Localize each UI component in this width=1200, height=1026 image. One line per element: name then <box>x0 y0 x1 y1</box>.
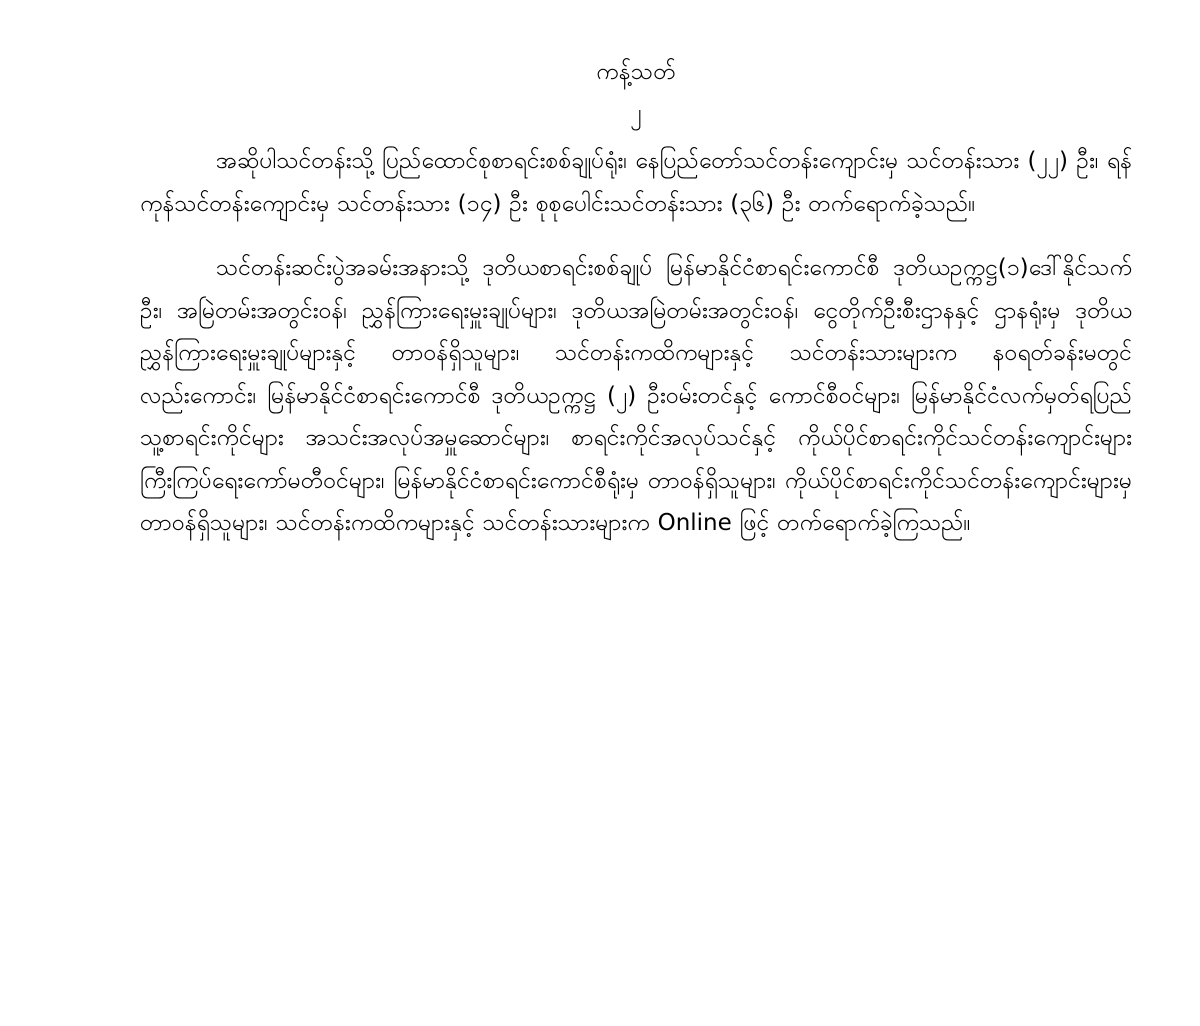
paragraph-1: အဆိုပါသင်တန်းသို့ ပြည်ထောင်စုစာရင်းစစ်ချုပ်ရုံး၊ နေပြည်တော်သင်တန်းကျောင်းမှ သင်တန်းသား (၂၂) ဦး၊ ရန်ကုန်သင်တန်းကျောင်းမှ သင်တန်းသား (၁၄) ဦး စုစုပေါင်းသင်တန်းသား (၃၆) ဦး တက်ရောက်ခဲ့သည်။ <box>140 148 1132 217</box>
page-title: ကန့်သတ် <box>596 59 676 85</box>
page-number: ၂ <box>630 99 642 126</box>
paragraph-2: သင်တန်းဆင်းပွဲအခမ်းအနားသို့ ဒုတိယစာရင်းစစ်ချုပ် မြန်မာနိုင်ငံစာရင်းကောင်စီ ဒုတိယဥက္ကဋ္ဌ(၁)ဒေါ်နိုင်သက်ဦး၊ အမြဲတမ်းအတွင်းဝန်၊ ညွှန်ကြားရေးမှူးချုပ်များ၊ ဒုတိယအမြဲတမ်းအတွင်းဝန်၊ ငွေတိုက်ဦးစီးဌာနနှင့် ဌာနရုံးမှ ဒုတိယညွှန်ကြားရေးမှူးချုပ်များနှင့် တာဝန်ရှိသူများ၊ သင်တန်းကထိကများနှင့် သင်တန်းသားများက နဝရတ်ခန်းမတွင်လည်းကောင်း၊ မြန်မာနိုင်ငံစာရင်းကောင်စီ ဒုတိယဥက္ကဋ္ဌ (၂) ဦးဝမ်းတင်နှင့် ကောင်စီဝင်များ၊ မြန်မာနိုင်ငံလက်မှတ်ရပြည်သူ့စာရင်းကိုင်များ အသင်းအလုပ်အမှူဆောင်များ၊ စာရင်းကိုင်အလုပ်သင်နှင့် ကိုယ်ပိုင်စာရင်းကိုင်သင်တန်းကျောင်းများ ကြီးကြပ်ရေးကော်မတီဝင်များ၊ မြန်မာနိုင်ငံစာရင်းကောင်စီရုံးမှ တာဝန်ရှိသူများ၊ ကိုယ်ပိုင်စာရင်းကိုင်သင်တန်းကျောင်းများမှတာဝန်ရှိသူများ၊ သင်တန်းကထိကများနှင့် သင်တန်းသားများက Online ဖြင့် တက်ရောက်ခဲ့ကြသည်။ <box>140 255 1132 537</box>
